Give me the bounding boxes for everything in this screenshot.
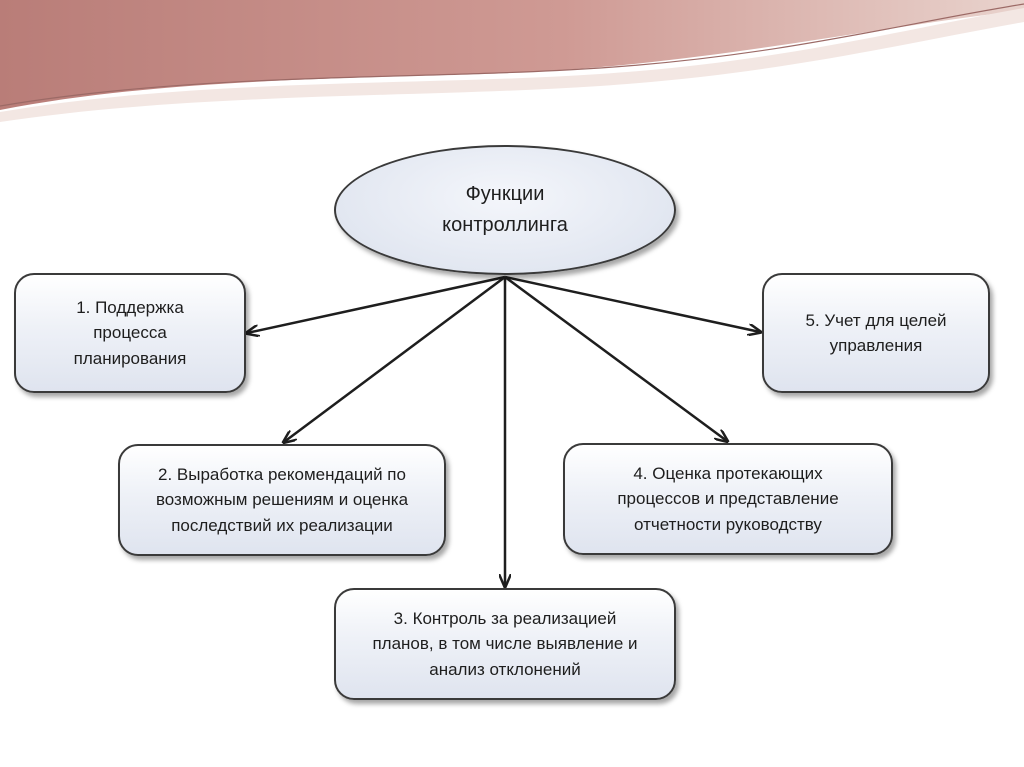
function-box-2-label: 2. Выработка рекомендаций по возможным решениям и оценка последствий их реализации [155, 464, 409, 535]
function-box-3-label: 3. Контроль за реализацией планов, в том числе выявление и анализ отклонений [372, 608, 638, 679]
function-box-1 [14, 273, 246, 393]
function-box-2 [118, 444, 446, 556]
function-box-4 [563, 443, 893, 555]
function-box-3 [334, 588, 676, 700]
function-box-5-label: 5. Учет для целей управления [805, 310, 947, 355]
function-box-5 [762, 273, 990, 393]
center-node [334, 145, 676, 275]
function-box-1-label: 1. Поддержка процесса планирования [73, 297, 187, 368]
center-node-label: Функции контроллинга [442, 183, 568, 236]
function-box-4-label: 4. Оценка протекающих процессов и представление отчетности руководству [617, 463, 839, 534]
